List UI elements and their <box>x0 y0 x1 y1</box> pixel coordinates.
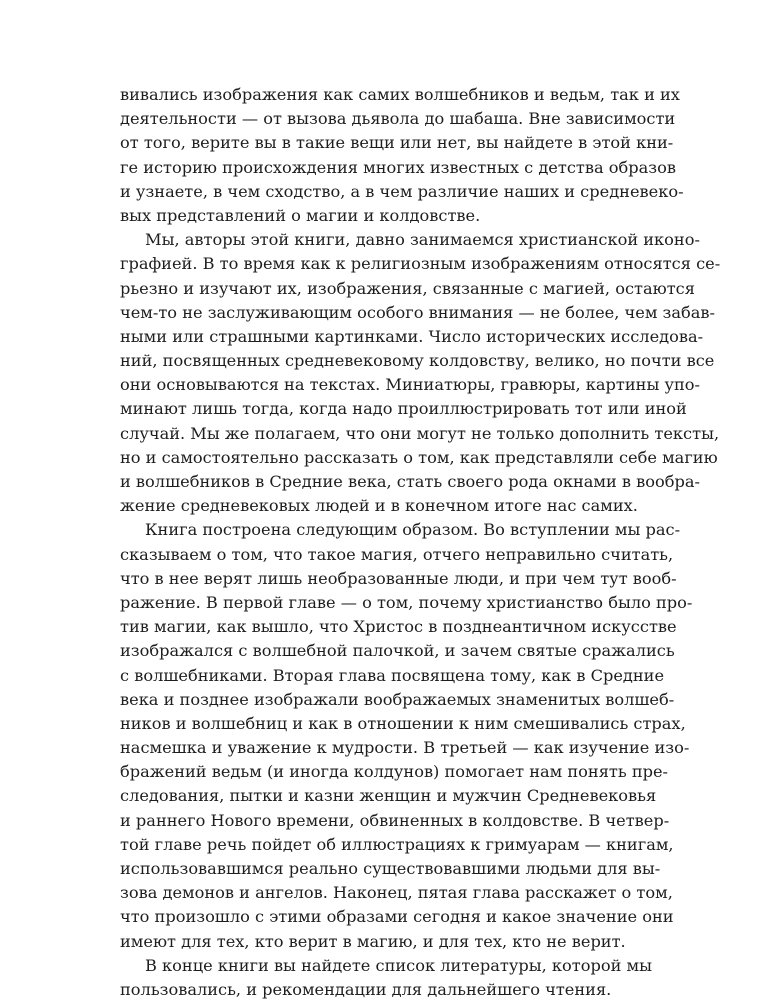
text-line: жение средневековых людей и в конечном итоге нас самих. <box>120 496 638 516</box>
paragraph-2 <box>120 228 721 518</box>
text-line: и раннего Нового времени, обвиненных в колдовстве. В четвер- <box>120 810 670 830</box>
text-line: вых представлений о магии и колдовстве. <box>120 205 481 225</box>
text-line: и узнаете, в чем сходство, а в чем различие наших и средневеко- <box>120 181 684 201</box>
text-line: ний, посвященных средневековому колдовству, велико, но почти все <box>120 351 715 371</box>
text-line: пользовались, и рекомендации для дальнейшего чтения. <box>120 979 612 999</box>
text-line: зова демонов и ангелов. Наконец, пятая глава расскажет о том, <box>120 883 673 903</box>
text-line: минают лишь тогда, когда надо проиллюстрировать тот или иной <box>120 399 687 419</box>
text-line: от того, верите вы в такие вещи или нет, вы найдете в этой кни- <box>120 133 674 153</box>
text-line: следования, пытки и казни женщин и мужчин Средневековья <box>120 786 657 806</box>
text-line: насмешка и уважение к мудрости. В третьей — как изучение изо- <box>120 738 690 758</box>
text-line: и волшебников в Средние века, стать своего рода окнами в вообра- <box>120 472 701 491</box>
text-line: В конце книги вы найдете список литературы, которой мы <box>145 955 652 975</box>
text-line: бражений ведьм (и иногда колдунов) помогает нам понять пре- <box>120 762 669 782</box>
text-line: ражение. В первой главе — о том, почему христианство было про- <box>120 592 693 612</box>
text-line: использовавшимся реально существовавшими людьми для вы- <box>120 859 661 878</box>
text-line: но и самостоятельно рассказать о том, как представляли себе магию <box>120 447 718 467</box>
text-line: вивались изображения как самих волшебников и ведьм, так и их <box>120 85 680 104</box>
text-line: ников и волшебниц и как в отношении к ним смешивались страх, <box>120 713 686 733</box>
text-line: графией. В то время как к религиозным изображениям относятся се- <box>120 254 721 274</box>
text-line: изображался с волшебной палочкой, и зачем святые сражались <box>120 641 675 661</box>
text-line: ными или страшными картинками. Число исторических исследова- <box>120 326 704 346</box>
text-line: тив магии, как вышло, что Христос в позднеантичном искусстве <box>120 617 677 637</box>
text-line: века и позднее изображали воображаемых знаменитых волшеб- <box>120 689 675 709</box>
text-line: ге историю происхождения многих известных с детства образов <box>120 157 676 177</box>
text-line: сказываем о том, что такое магия, отчего неправильно считать, <box>120 544 674 564</box>
text-line: рьезно и изучают их, изображения, связанные с магией, остаются <box>120 278 695 298</box>
text-line: имеют для тех, кто верит в магию, и для тех, кто не верит. <box>120 931 626 951</box>
book-page <box>120 83 721 1002</box>
text-line: той главе речь пойдет об иллюстрациях к гримуарам — книгам, <box>120 834 674 854</box>
text-line: чем-то не заслуживающим особого внимания — не более, чем забав- <box>120 302 716 322</box>
text-line: что в нее верят лишь необразованные люди, и при чем тут вооб- <box>120 568 677 588</box>
paragraph-3 <box>120 518 693 953</box>
text-line: Книга построена следующим образом. Во вступлении мы рас- <box>145 520 681 540</box>
text-line: что произошло с этими образами сегодня и какое значение они <box>120 907 674 927</box>
text-line: они основываются на текстах. Миниатюры, гравюры, картины упо- <box>120 375 701 395</box>
paragraph-1 <box>120 83 684 228</box>
text-line: деятельности — от вызова дьявола до шабаша. Вне зависимости <box>120 109 676 129</box>
text-line: случай. Мы же полагаем, что они могут не только дополнить тексты, <box>120 423 720 443</box>
text-line: Мы, авторы этой книги, давно занимаемся христианской иконо- <box>145 230 700 250</box>
text-line: с волшебниками. Вторая глава посвящена тому, как в Средние <box>120 665 665 685</box>
paragraph-4 <box>120 954 652 1002</box>
